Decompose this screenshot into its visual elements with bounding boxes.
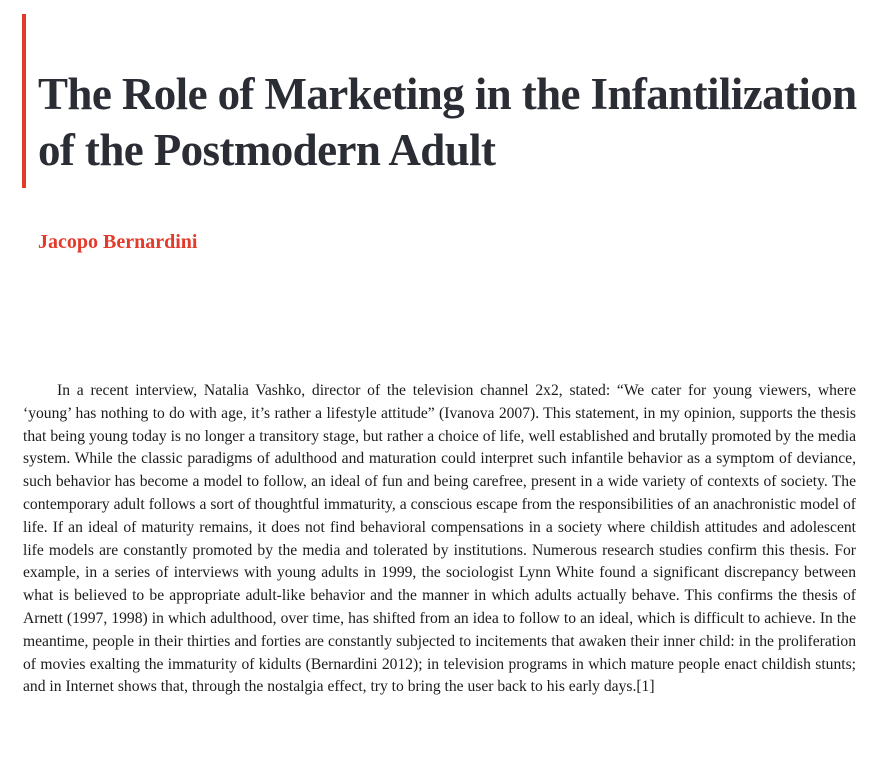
article-body-paragraph	[23, 380, 856, 699]
body-text: In a recent interview, Natalia Vashko, director of the television channel 2x2, stated: “We cater for young viewers, where ‘young’ has nothing to do with age, it’s rather a lifestyle attitude” (Ivanova 2007). This statement, in my opinion, supports the thesis that being young today is no longer a transitory stage, but rather a choice of life, well established and brutally promoted by the media system. While the classic paradigms of adulthood and maturation could interpret such infantile behavior as a symptom of deviance, such behavior has become a model to follow, an ideal of fun and being carefree, present in a wide variety of contexts of society. The contemporary adult follows a sort of thoughtful immaturity, a conscious escape from the responsibilities of an anachronistic model of life. If an ideal of maturity remains, it does not find behavioral compensations in a society where childish attitudes and adolescent life models are constantly promoted by the media and tolerated by institutions. Numerous research studies confirm this thesis. For example, in a series of interviews with young adults in 1999, the sociologist Lynn White found a significant discrepancy between what is believed to be appropriate adult-like behavior and the manner in which adults actually behave. This confirms the thesis of Arnett (1997, 1998) in which adulthood, over time, has shifted from an idea to follow to an ideal, which is difficult to achieve. In the meantime, people in their thirties and forties are constantly subjected to incitements that awaken their inner child: in the proliferation of movies exalting the immaturity of kidults (Bernardini 2012); in television programs in which mature people enact childish stunts; and in Internet shows that, through the nostalgia effect, try to bring the user back to his early days.	[23, 382, 856, 696]
article-title: The Role of Marketing in the Infantilization of the Postmodern Adult	[38, 69, 857, 175]
title-accent-bar	[22, 14, 26, 188]
article-author: Jacopo Bernardini	[38, 231, 198, 253]
footnote-reference-link[interactable]: [1]	[636, 678, 655, 696]
